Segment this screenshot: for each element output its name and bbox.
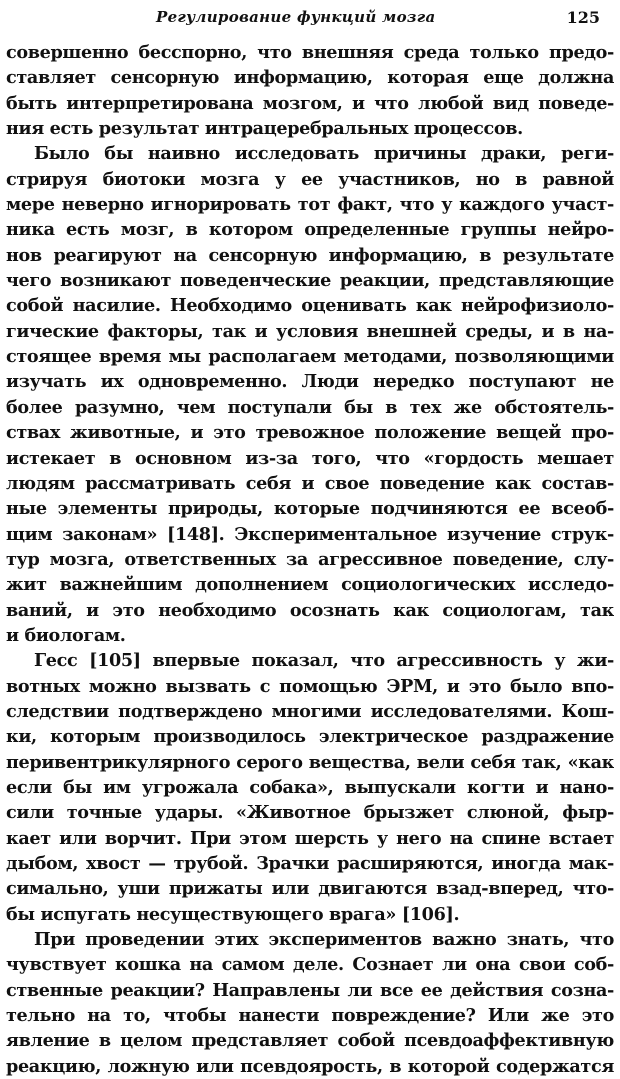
page-number: 125 (566, 8, 600, 27)
text-line: более разумно, чем поступали бы в тех же обстоятель- (6, 396, 614, 418)
text-line: При проведении этих экспериментов важно знать, что (34, 929, 614, 951)
text-line: гические факторы, так и условия внешней среды, и в на- (6, 320, 614, 342)
text-line: стоящее время мы располагаем методами, позволяющими (6, 346, 614, 368)
text-line: щим законам» [148]. Экспериментальное изучение струк- (6, 523, 614, 545)
text-line: следствии подтверждено многими исследователями. Кош- (6, 700, 614, 722)
paragraph (6, 141, 614, 648)
text-line: Гесс [105] впервые показал, что агрессивность у жи- (34, 650, 614, 672)
text-line: ствах животные, и это тревожное положение вещей про- (6, 422, 614, 444)
text-line: ника есть мозг, в котором определенные группы нейро- (6, 219, 614, 241)
paragraph (6, 40, 614, 141)
text-line: ставляет сенсорную информацию, которая еще должна (6, 67, 614, 89)
text-line: людям рассматривать себя и свое поведение как состав- (6, 472, 614, 494)
text-line: реакцию, ложную или псевдоярость, в которой содержатся (6, 1055, 614, 1077)
text-line: стрируя биотоки мозга у ее участников, но в равной (6, 168, 614, 190)
text-line: ственные реакции? Направлены ли все ее действия созна- (6, 979, 614, 1001)
text-line: ваний, и это необходимо осознать как социологам, так (6, 599, 614, 621)
text-line: мере неверно игнорировать тот факт, что у каждого участ- (6, 194, 614, 216)
text-line: изучать их одновременно. Люди нередко поступают не (6, 371, 614, 393)
text-line: если бы им угрожала собака», выпускали когти и нано- (6, 776, 614, 798)
text-line: чего возникают поведенческие реакции, представляющие (6, 270, 614, 292)
text-line: и биологам. (6, 624, 126, 646)
text-line: тур мозга, ответственных за агрессивное поведение, слу- (6, 548, 614, 570)
text-line: явление в целом представляет собой псевдоаффективную (6, 1030, 614, 1052)
paragraph (6, 927, 614, 1079)
text-line: ные элементы природы, которые подчиняются ее всеоб- (6, 498, 614, 520)
body-text (6, 40, 614, 1079)
text-line: ки, которым производилось электрическое раздражение (6, 726, 614, 748)
text-line: ния есть результат интрацеребральных процессов. (6, 118, 523, 140)
text-line: собой насилие. Необходимо оценивать как нейрофизиоло- (6, 295, 614, 317)
running-title: Регулирование функций мозга (156, 8, 436, 26)
text-line: симально, уши прижаты или двигаются взад-вперед, что- (6, 878, 614, 900)
running-head (6, 6, 614, 40)
text-line: вотных можно вызвать с помощью ЭРМ, и это было впо- (6, 675, 614, 697)
text-line: жит важнейшим дополнением социологических исследо- (6, 574, 614, 596)
text-line: совершенно бесспорно, что внешняя среда только предо- (6, 42, 614, 63)
text-line: кает или ворчит. При этом шерсть у него на спине встает (6, 827, 614, 849)
text-line: быть интерпретирована мозгом, и что любой вид поведе- (6, 92, 614, 114)
text-line: Было бы наивно исследовать причины драки, реги- (34, 143, 614, 165)
text-line: бы испугать несуществующего врага» [106]. (6, 903, 460, 925)
text-line: истекает в основном из-за того, что «гордость мешает (6, 447, 614, 469)
text-line: нов реагируют на сенсорную информацию, в результате (6, 244, 614, 266)
text-line: перивентрикулярного серого вещества, вели себя так, «как (6, 751, 614, 773)
text-line: тельно на то, чтобы нанести повреждение? Или же это (6, 1005, 614, 1027)
text-line: сили точные удары. «Животное брызжет слюной, фыр- (6, 802, 614, 824)
text-line: чувствует кошка на самом деле. Сознает ли она свои соб- (6, 954, 614, 976)
paragraph (6, 648, 614, 927)
text-line: дыбом, хвост — трубой. Зрачки расширяются, иногда мак- (6, 853, 614, 874)
